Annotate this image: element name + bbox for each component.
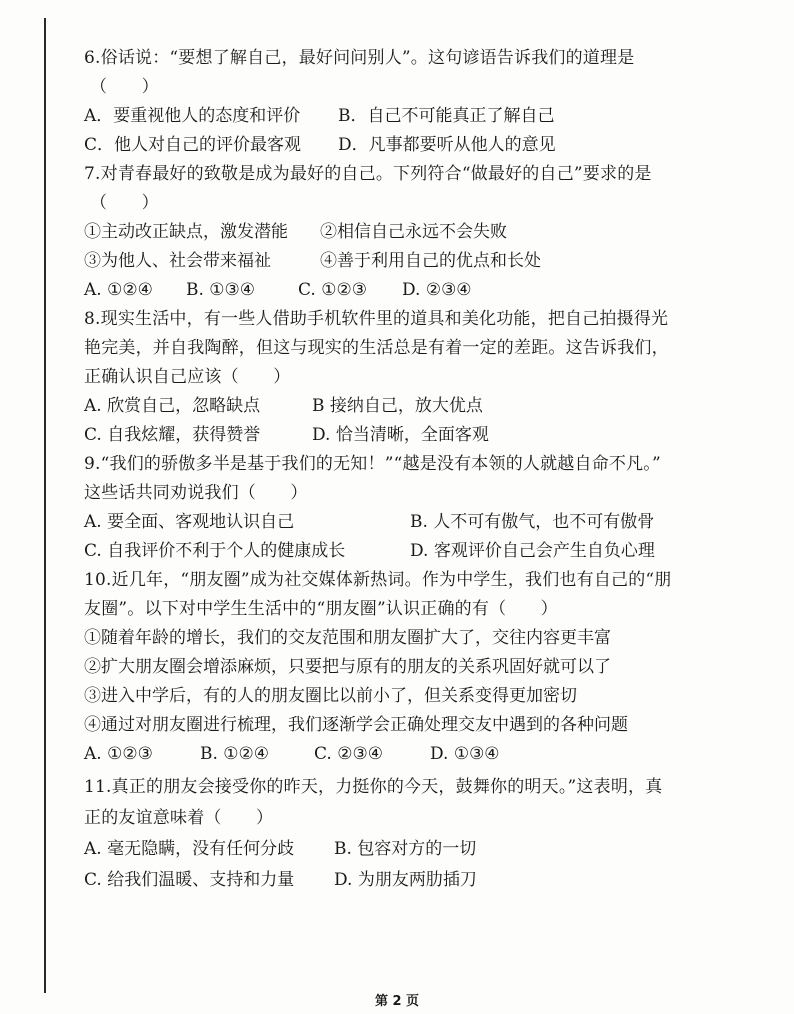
q8-stem-line-3: 正确认识自己应该（ ） xyxy=(84,367,291,387)
q11-option-c: C. 给我们温暖、支持和力量 xyxy=(84,870,295,890)
q11-stem-line-1: 11.真正的朋友会接受你的昨天，力挺你的今天，鼓舞你的明天。”这表明，真 xyxy=(84,777,663,797)
q6-option-b: B．自己不可能真正了解自己 xyxy=(338,106,555,126)
q10-statement-4: ④通过对朋友圈进行梳理，我们逐渐学会正确处理交友中遇到的各种问题 xyxy=(84,715,628,735)
q10-option-a: A. ①②③ xyxy=(84,744,153,764)
q11-option-b: B. 包容对方的一切 xyxy=(334,839,477,859)
q7-option-d: D. ②③④ xyxy=(402,280,472,300)
q8-option-a: A. 欣赏自己，忽略缺点 xyxy=(84,396,261,416)
q7-option-b: B. ①③④ xyxy=(186,280,256,300)
q11-option-a: A. 毫无隐瞒，没有任何分歧 xyxy=(84,839,295,859)
q9-option-a: A. 要全面、客观地认识自己 xyxy=(84,512,295,532)
q11-option-d: D. 为朋友两肋插刀 xyxy=(334,870,477,890)
q8-option-d: D. 恰当清晰，全面客观 xyxy=(312,425,489,445)
q6-option-d: D．凡事都要听从他人的意见 xyxy=(338,135,556,155)
q7-option-c: C. ①②③ xyxy=(298,280,367,300)
q9-option-d: D. 客观评价自己会产生自负心理 xyxy=(410,541,655,561)
q8-stem-line-1: 8.现实生活中，有一些人借助手机软件里的道具和美化功能，把自己拍摄得光 xyxy=(84,309,669,329)
binding-margin-line xyxy=(44,18,46,993)
q11-stem-line-2: 正的友谊意味着（ ） xyxy=(84,808,274,828)
q8-option-c: C. 自我炫耀，获得赞誉 xyxy=(84,425,261,445)
q6-option-c: C．他人对自己的评价最客观 xyxy=(84,135,302,155)
q7-statement-3: ③为他人、社会带来福祉 xyxy=(84,251,271,271)
q10-stem-line-2: 友圈”。以下对中学生生活中的“朋友圈”认识正确的有（ ） xyxy=(84,599,558,619)
q9-stem-line-2: 这些话共同劝说我们（ ） xyxy=(84,483,308,503)
q8-option-b: B 接纳自己，放大优点 xyxy=(312,396,483,416)
q10-statement-1: ①随着年龄的增长，我们的交友范围和朋友圈扩大了，交往内容更丰富 xyxy=(84,628,611,648)
q7-option-a: A. ①②④ xyxy=(84,280,153,300)
q6-option-a: A．要重视他人的态度和评价 xyxy=(84,106,301,126)
q9-stem-line-1: 9.“我们的骄傲多半是基于我们的无知！”“越是没有本领的人就越自命不凡。” xyxy=(84,454,661,474)
q10-option-c: C. ②③④ xyxy=(314,744,383,764)
q9-option-b: B. 人不可有傲气，也不可有傲骨 xyxy=(410,512,655,532)
q7-statement-1: ①主动改正缺点，激发潜能 xyxy=(84,222,288,242)
q7-statement-2: ②相信自己永远不会失败 xyxy=(320,222,507,242)
q7-stem-line-1: 7.对青春最好的致敬是成为最好的自己。下列符合“做最好的自己”要求的是 xyxy=(84,164,652,184)
q8-stem-line-2: 艳完美，并自我陶醉，但这与现实的生活总是有着一定的差距。这告诉我们， xyxy=(84,338,669,358)
q9-option-c: C. 自我评价不利于个人的健康成长 xyxy=(84,541,346,561)
q10-option-d: D. ①③④ xyxy=(430,744,500,764)
q10-option-b: B. ①②④ xyxy=(200,744,270,764)
q10-statement-3: ③进入中学后，有的人的朋友圈比以前小了，但关系变得更加密切 xyxy=(84,686,577,706)
q6-answer-blank: （ ） xyxy=(90,77,159,97)
q6-stem-line-1: 6.俗话说：“要想了解自己，最好问问别人”。这句谚语告诉我们的道理是 xyxy=(84,48,635,68)
q10-statement-2: ②扩大朋友圈会增添麻烦，只要把与原有的朋友的关系巩固好就可以了 xyxy=(84,657,611,677)
page-number: 第 2 页 xyxy=(374,994,420,1009)
q7-answer-blank: （ ） xyxy=(90,193,159,213)
q7-statement-4: ④善于利用自己的优点和长处 xyxy=(320,251,541,271)
q10-stem-line-1: 10.近几年，“朋友圈”成为社交媒体新热词。作为中学生，我们也有自己的“朋 xyxy=(84,570,672,590)
